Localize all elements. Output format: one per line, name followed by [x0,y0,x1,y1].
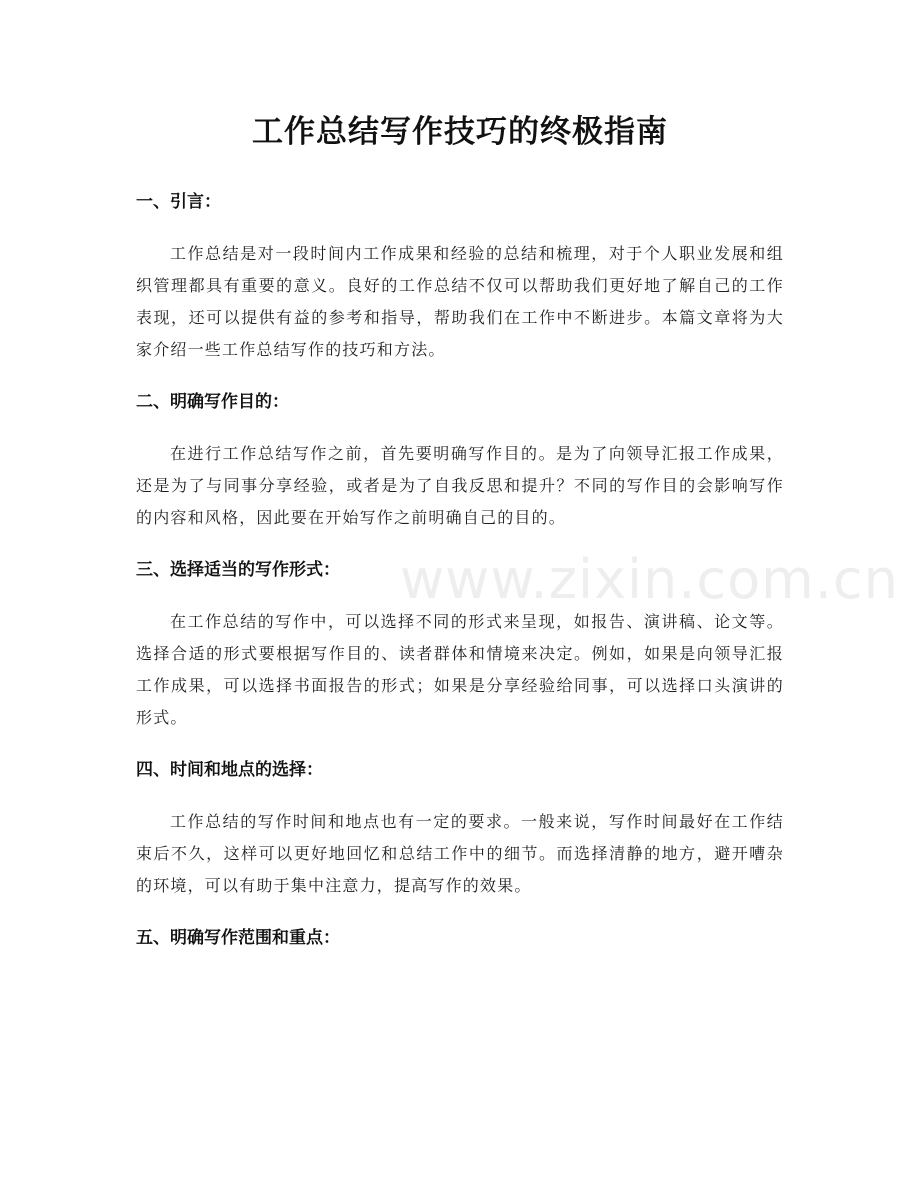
section-time-place [136,752,784,902]
section-paragraph: 在进行工作总结写作之前，首先要明确写作目的。是为了向领导汇报工作成果，还是为了与同事分享经验，或者是为了自我反思和提升？不同的写作目的会影响写作的内容和风格，因此要在开始写作之前明确自己的目的。 [136,444,784,527]
section-heading: 三、选择适当的写作形式： [136,560,340,580]
section-heading: 五、明确写作范围和重点： [136,928,340,948]
section-purpose [136,384,784,534]
section-introduction [136,184,784,366]
section-heading: 二、明确写作目的： [136,392,289,412]
document-title: 工作总结写作技巧的终极指南 [252,114,668,150]
section-heading: 一、引言： [136,192,221,212]
section-scope [136,920,784,956]
section-format [136,552,784,734]
watermark: www.zixin.com.cn [400,548,899,611]
section-paragraph: 在工作总结的写作中，可以选择不同的形式来呈现，如报告、演讲稿、论文等。选择合适的形式要根据写作目的、读者群体和情境来决定。例如，如果是向领导汇报工作成果，可以选择书面报告的形式；如果是分享经验给同事，可以选择口头演讲的形式。 [136,612,784,727]
section-paragraph: 工作总结是对一段时间内工作成果和经验的总结和梳理，对于个人职业发展和组织管理都具有重要的意义。良好的工作总结不仅可以帮助我们更好地了解自己的工作表现，还可以提供有益的参考和指导，帮助我们在工作中不断进步。本篇文章将为大家介绍一些工作总结写作的技巧和方法。 [136,244,784,359]
document-body [136,184,899,956]
section-heading: 四、时间和地点的选择： [136,760,323,780]
section-paragraph: 工作总结的写作时间和地点也有一定的要求。一般来说，写作时间最好在工作结束后不久，这样可以更好地回忆和总结工作中的细节。而选择清静的地方，避开嘈杂的环境，可以有助于集中注意力，提高写作的效果。 [136,812,784,895]
